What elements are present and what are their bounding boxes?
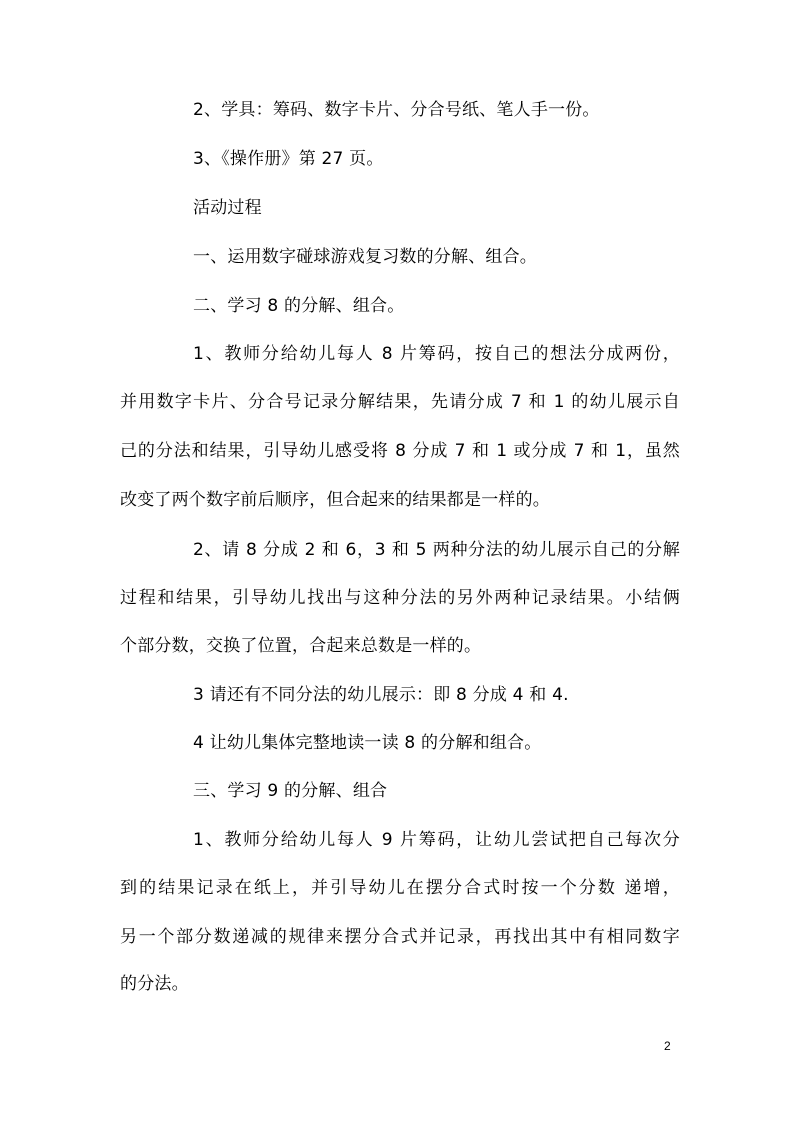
text-line: 个部分数，交换了位置，合起来总数是一样的。 [120, 636, 482, 656]
text-line: 2、请 8 分成 2 和 6，3 和 5 两种分法的幼儿展示自己的分解 [193, 540, 680, 560]
text-line: 己的分法和结果，引导幼儿感受将 8 分成 7 和 1 或分成 7 和 1，虽然 [120, 441, 680, 461]
text-line: 一、运用数字碰球游戏复习数的分解、组合。 [193, 247, 537, 267]
text-line: 改变了两个数字前后顺序，但合起来的结果都是一样的。 [120, 490, 550, 510]
text-line: 2、学具：筹码、数字卡片、分合号纸、笔人手一份。 [193, 100, 600, 120]
text-line: 1、教师分给幼儿每人 9 片筹码，让幼儿尝试把自己每次分 [193, 830, 680, 850]
text-line: 另一个部分数递减的规律来摆分合式并记录，再找出其中有相同数字 [120, 927, 680, 947]
text-line: 1、教师分给幼儿每人 8 片筹码，按自己的想法分成两份， [193, 344, 680, 364]
text-line: 3、《操作册》第 27 页。 [193, 149, 384, 169]
text-line: 到的结果记录在纸上，并引导幼儿在摆分合式时按一个分数 递增， [120, 878, 680, 898]
section-heading: 活动过程 [193, 198, 262, 218]
text-line: 二、学习 8 的分解、组合。 [193, 296, 405, 316]
text-line: 过程和结果，引导幼儿找出与这种分法的另外两种记录结果。小结俩 [120, 588, 680, 608]
section-heading: 三、学习 9 的分解、组合 [193, 781, 388, 801]
page-number: 2 [664, 1039, 671, 1053]
text-line: 4 让幼儿集体完整地读一读 8 的分解和组合。 [193, 733, 542, 753]
text-line: 的分法。 [120, 974, 189, 994]
text-line: 3 请还有不同分法的幼儿展示：即 8 分成 4 和 4. [193, 685, 569, 705]
text-line: 并用数字卡片、分合号记录分解结果，先请分成 7 和 1 的幼儿展示自 [120, 392, 680, 412]
